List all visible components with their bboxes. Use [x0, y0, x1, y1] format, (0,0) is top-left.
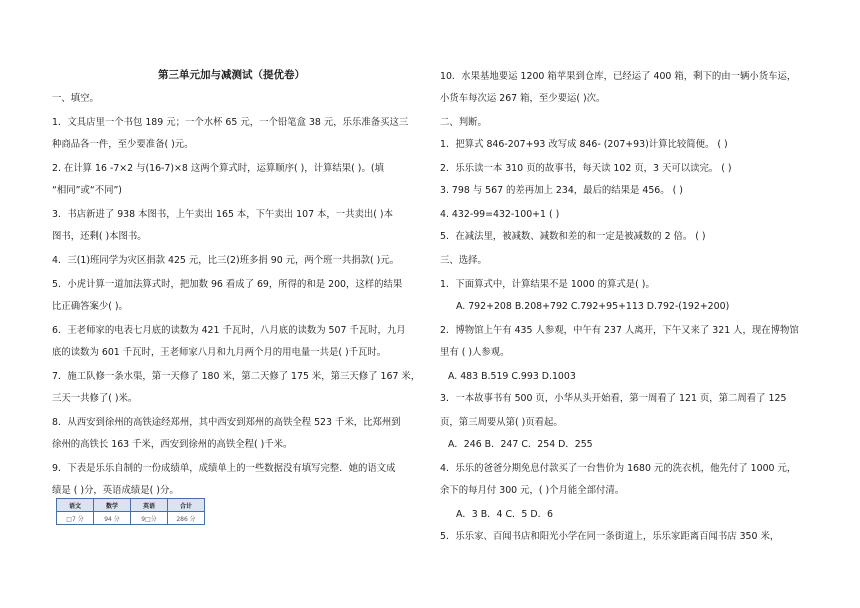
- score-cell: □7 分: [57, 512, 94, 525]
- score-cell: 9□分: [131, 512, 168, 525]
- page-title: 第三单元加与减测试（提优卷）: [158, 69, 305, 81]
- question-line: 3．书店新进了 938 本图书，上午卖出 165 本，下午卖出 107 本，一共卖出( )本: [52, 209, 393, 220]
- score-cell: 94 分: [94, 512, 131, 525]
- question-line: 绩是 ( )分，英语成绩是( )分。: [52, 485, 179, 496]
- question-line: 9．下表是乐乐自制的一份成绩单，成绩单上的一些数据没有填写完整．她的语文成: [52, 463, 396, 474]
- question-line: 8．从西安到徐州的高铁途经郑州，其中西安到郑州的高铁全程 523 千米，比郑州到: [52, 417, 401, 428]
- question-line: 4．三(1)班同学为灾区捐款 425 元，比三(2)班多捐 90 元，两个班一共捐款( )元。: [52, 255, 400, 266]
- score-header: 数学: [94, 499, 131, 512]
- choice-line: 余下的每月付 300 元，( )个月能全部付清。: [440, 485, 625, 496]
- choice-line: 页，第三周要从第( )页看起。: [440, 417, 563, 428]
- judge-item: 4. 432-99=432-100+1 ( ): [440, 209, 560, 220]
- score-header: 语文: [57, 499, 94, 512]
- question-line: 1．文具店里一个书包 189 元；一个水杯 65 元，一个铅笔盒 38 元，乐乐准备买这三: [52, 117, 409, 128]
- judge-item: 1．把算式 846-207+93 改写成 846- (207+93)计算比较简便。 ( ): [440, 139, 728, 150]
- question-line: 6．王老师家的电表七月底的读数为 421 千瓦时，八月底的读数为 507 千瓦时，九月: [52, 325, 406, 336]
- question-line: 图书，还剩( )本图书。: [52, 231, 147, 242]
- judge-item: 2．乐乐读一本 310 页的故事书，每天读 102 页，3 天可以读完。 ( ): [440, 163, 732, 174]
- choice-line: 4．乐乐的爸爸分期免息付款买了一台售价为 1680 元的洗衣机，他先付了 1000 元，: [440, 463, 797, 474]
- score-table: [56, 498, 205, 525]
- question-line: 种商品各一件，至少要准备( )元。: [52, 139, 194, 150]
- question-line: 10．水果基地要运 1200 箱苹果到仓库，已经运了 400 箱，剩下的由一辆小货车运，: [440, 71, 797, 82]
- choice-line: 5．乐乐家、百闻书店和阳光小学在同一条街道上，乐乐家距离百闻书店 350 米，: [440, 531, 780, 542]
- score-header: 英语: [131, 499, 168, 512]
- section-judge: 二、判断。: [440, 117, 487, 128]
- question-line: 比正确答案少( )。: [52, 301, 128, 312]
- choice-options: A. 792+208 B.208+792 C.792+95+113 D.792-(192+200): [456, 301, 730, 312]
- score-cell: 286 分: [168, 512, 205, 525]
- question-line: 2. 在计算 16 -7×2 与(16-7)×8 这两个算式时，运算顺序( )，计算结果( )。(填: [52, 163, 384, 174]
- question-line: “相同”或“不同”): [52, 185, 122, 196]
- section-fill-blank: 一、填空。: [52, 93, 99, 104]
- choice-options: A．3 B．4 C．5 D．6: [456, 509, 553, 520]
- judge-item: 3. 798 与 567 的差再加上 234，最后的结果是 456。 ( ): [440, 185, 683, 196]
- choice-options: A．246 B．247 C．254 D．255: [448, 439, 593, 450]
- choice-line: 2．博物馆上午有 435 人参观，中午有 237 人离开，下午又来了 321 人，现在博物馆: [440, 325, 799, 336]
- choice-line: 3．一本故事书有 500 页，小华从头开始看，第一周看了 121 页，第二周看了 125: [440, 393, 787, 404]
- judge-item: 5．在减法里，被减数、减数和差的和一定是被减数的 2 倍。 ( ): [440, 231, 706, 242]
- section-choice: 三、选择。: [440, 255, 487, 266]
- choice-options: A. 483 B.519 C.993 D.1003: [448, 371, 576, 382]
- score-header: 合计: [168, 499, 205, 512]
- question-line: 7．施工队修一条水渠，第一天修了 180 米，第二天修了 175 米，第三天修了 167 米，: [52, 371, 421, 382]
- choice-line: 里有 ( )人参观。: [440, 347, 510, 358]
- question-line: 小货车每次运 267 箱，至少要运( )次。: [440, 93, 606, 104]
- question-line: 三天一共修了( )米。: [52, 393, 138, 404]
- choice-line: 1．下面算式中，计算结果不是 1000 的算式是( )。: [440, 279, 655, 290]
- question-line: 5．小虎计算一道加法算式时，把加数 96 看成了 69，所得的和是 200，这样的结果: [52, 279, 403, 290]
- question-line: 底的读数为 601 千瓦时，王老师家八月和九月两个月的用电量一共是( )千瓦时。: [52, 347, 387, 358]
- question-line: 徐州的高铁长 163 千米，西安到徐州的高铁全程( )千米。: [52, 439, 293, 450]
